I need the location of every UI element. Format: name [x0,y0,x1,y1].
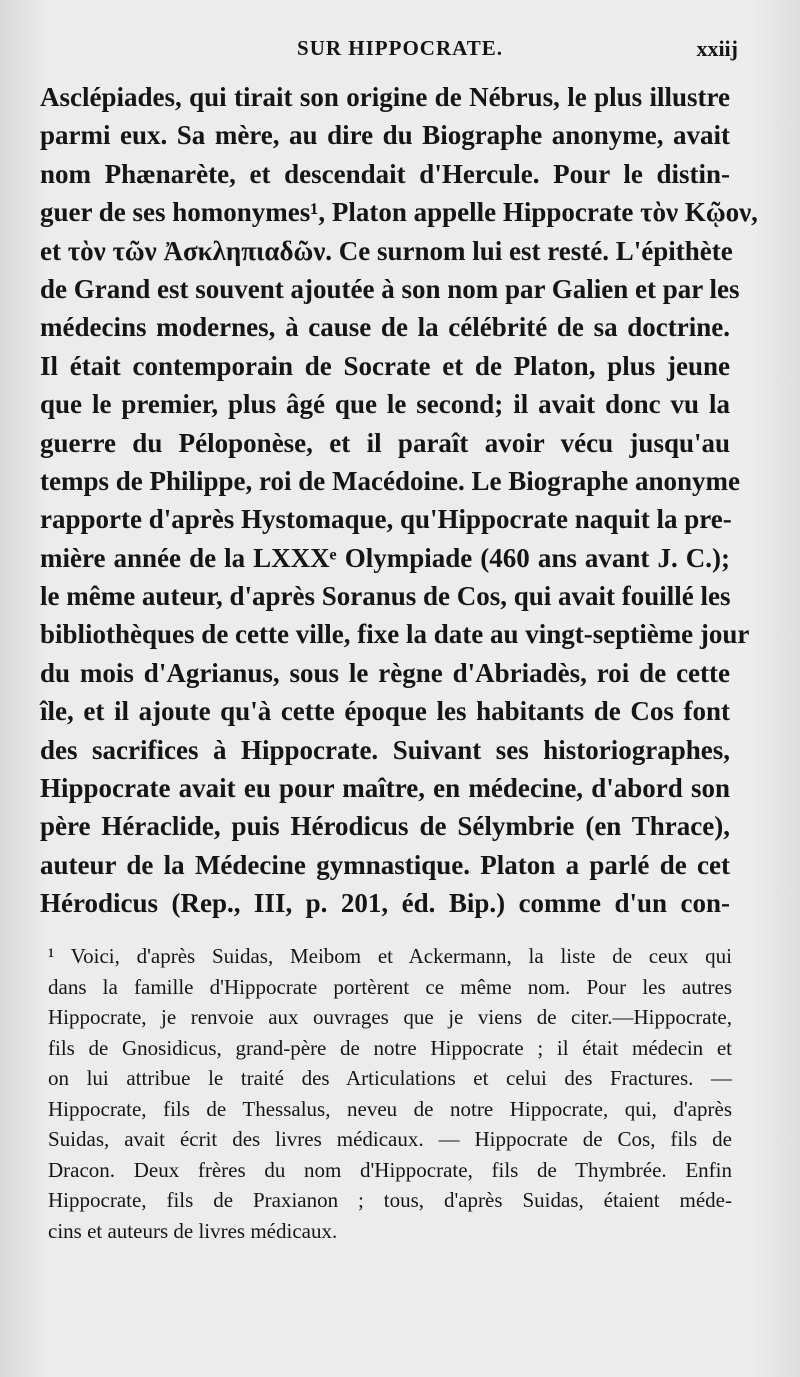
text-line: Hippocrate avait eu pour maître, en médecine, d'abord son [40,773,730,804]
footnote-line: fils de Gnosidicus, grand-père de notre Hippocrate ; il était médecin et [48,1035,732,1060]
running-title: SUR HIPPOCRATE. [297,36,503,60]
footnote-line: Hippocrate, fils de Praxianon ; tous, d'après Suidas, étaient méde- [48,1188,732,1212]
text-line: le même auteur, d'après Soranus de Cos, qui avait fouillé les [40,581,731,612]
footnotes [48,941,732,1246]
page-header [0,30,800,70]
footnote-line: dans la famille d'Hippocrate portèrent ce même nom. Pour les autres [48,974,732,999]
text-line: Il était contemporain de Socrate et de Platon, plus jeune [40,350,730,381]
text-line: rapporte d'après Hystomaque, qu'Hippocrate naquit la pre- [40,504,732,535]
text-line: médecins modernes, à cause de la célébrité de sa doctrine. [40,312,730,343]
page-number: xxiij [696,36,738,61]
text-line: que le premier, plus âgé que le second; il avait donc vu la [40,389,730,420]
text-line: parmi eux. Sa mère, au dire du Biographe anonyme, avait [40,120,730,151]
text-line: Asclépiades, qui tirait son origine de Nébrus, le plus illustre [40,82,730,112]
text-line: île, et il ajoute qu'à cette époque les habitants de Cos font [40,696,730,727]
text-line: du mois d'Agrianus, sous le règne d'Abriadès, roi de cette [40,657,730,688]
footnote-line: on lui attribue le traité des Articulations et celui des Fractures. — [48,1066,732,1090]
text-line: guer de ses homonymes¹, Platon appelle Hippocrate τὸν Κῷον, [40,197,758,228]
text-line: de Grand est souvent ajoutée à son nom par Galien et par les [40,273,740,304]
footnote-line: cins et auteurs de livres médicaux. [48,1218,338,1243]
text-line: Hérodicus (Rep., III, p. 201, éd. Bip.) comme d'un con- [40,888,730,919]
footnote-line: Hippocrate, je renvoie aux ouvrages que je viens de citer.—Hippocrate, [48,1005,732,1029]
text-line: nom Phænarète, et descendait d'Hercule. Pour le distin- [40,158,730,189]
footnote-line: Dracon. Deux frères du nom d'Hippocrate, fils de Thymbrée. Enfin [48,1157,732,1182]
text-line: père Héraclide, puis Hérodicus de Sélymbrie (en Thrace), [40,811,730,842]
main-text [40,78,758,923]
footnote-line: Hippocrate, fils de Thessalus, neveu de notre Hippocrate, qui, d'après [48,1096,732,1121]
text-line: mière année de la LXXXᵉ Olympiade (460 ans avant J. C.); [40,542,730,573]
text-line: guerre du Péloponèse, et il paraît avoir vécu jusqu'au [40,427,730,458]
text-line: bibliothèques de cette ville, fixe la date au vingt-septième jour [40,619,750,650]
text-line: et τὸν τῶν Ἀσκληπιαδῶν. Ce surnom lui est resté. L'épithète [40,235,733,266]
footnote-line: Suidas, avait écrit des livres médicaux. — Hippocrate de Cos, fils de [48,1127,732,1151]
footnote-line: ¹ Voici, d'après Suidas, Meibom et Ackermann, la liste de ceux qui [48,944,732,968]
text-line: temps de Philippe, roi de Macédoine. Le Biographe anonyme [40,465,740,496]
text-line: des sacrifices à Hippocrate. Suivant ses historiographes, [40,734,730,765]
text-line: auteur de la Médecine gymnastique. Platon a parlé de cet [40,849,730,880]
